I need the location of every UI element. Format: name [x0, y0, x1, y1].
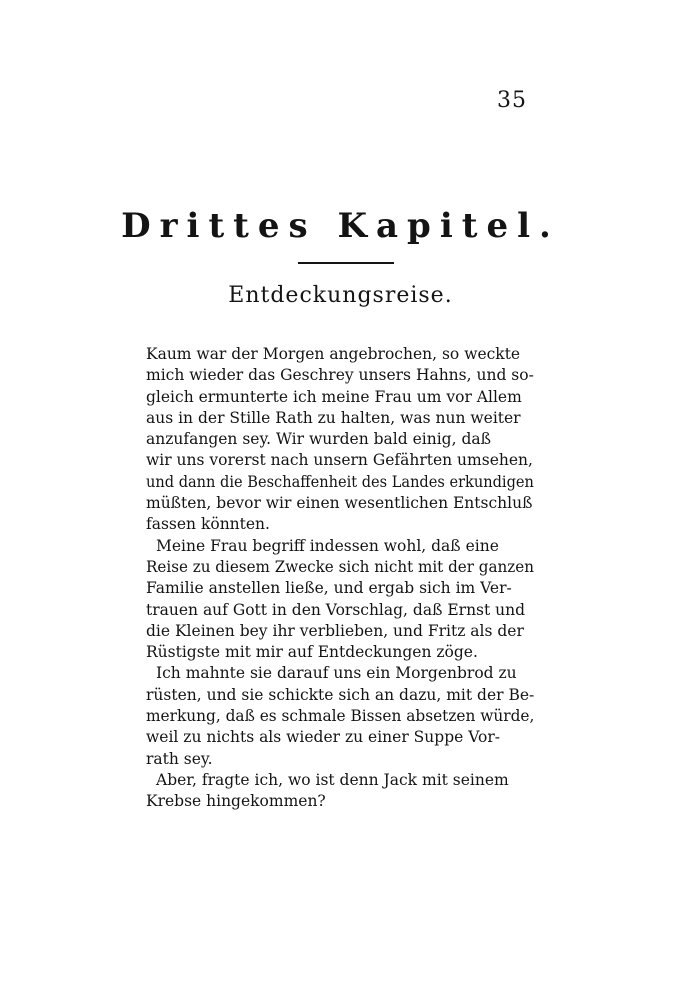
page-number: 35: [497, 88, 527, 113]
text-line: Krebse hingekommen?: [146, 792, 326, 811]
text-line: anzufangen sey. Wir wurden bald einig, daß: [146, 430, 491, 449]
text-line: weil zu nichts als wieder zu einer Suppe Vor-: [146, 728, 500, 747]
text-line: Kaum war der Morgen angebrochen, so weckte: [146, 345, 521, 363]
text-line: wir uns vorerst nach unsern Gefährten umsehen,: [146, 451, 533, 470]
title-rule: [298, 262, 394, 264]
text-line: Meine Frau begriff indessen wohl, daß eine: [156, 536, 499, 555]
chapter-subtitle: Entdeckungsreise.: [228, 283, 453, 308]
chapter-title: Drittes Kapitel.: [121, 206, 560, 246]
text-line: aus in der Stille Rath zu halten, was nun weiter: [146, 408, 521, 427]
body-text: [146, 344, 534, 813]
text-line: merkung, daß es schmale Bissen absetzen würde,: [146, 707, 535, 726]
text-line: gleich ermunterte ich meine Frau um vor Allem: [146, 387, 522, 406]
text-line: Familie anstellen ließe, und ergab sich im Ver-: [146, 579, 512, 598]
text-line: Aber, fragte ich, wo ist denn Jack mit seinem: [156, 770, 509, 789]
text-line: Ich mahnte sie darauf uns ein Morgenbrod zu: [156, 664, 517, 683]
text-line: die Kleinen bey ihr verblieben, und Fritz als der: [146, 621, 524, 640]
text-line: müßten, bevor wir einen wesentlichen Entschluß: [146, 494, 533, 513]
text-line: mich wieder das Geschrey unsers Hahns, und so-: [146, 366, 534, 385]
text-line: und dann die Beschaffenheit des Landes erkundigen: [146, 472, 534, 491]
text-line: fassen könnten.: [146, 515, 270, 534]
text-line: Reise zu diesem Zwecke sich nicht mit der ganzen: [146, 557, 534, 576]
text-line: rüsten, und sie schickte sich an dazu, mit der Be-: [146, 685, 535, 704]
text-line: rath sey.: [146, 749, 213, 768]
text-line: trauen auf Gott in den Vorschlag, daß Ernst und: [146, 600, 526, 619]
text-line: Rüstigste mit mir auf Entdeckungen zöge.: [146, 643, 478, 662]
